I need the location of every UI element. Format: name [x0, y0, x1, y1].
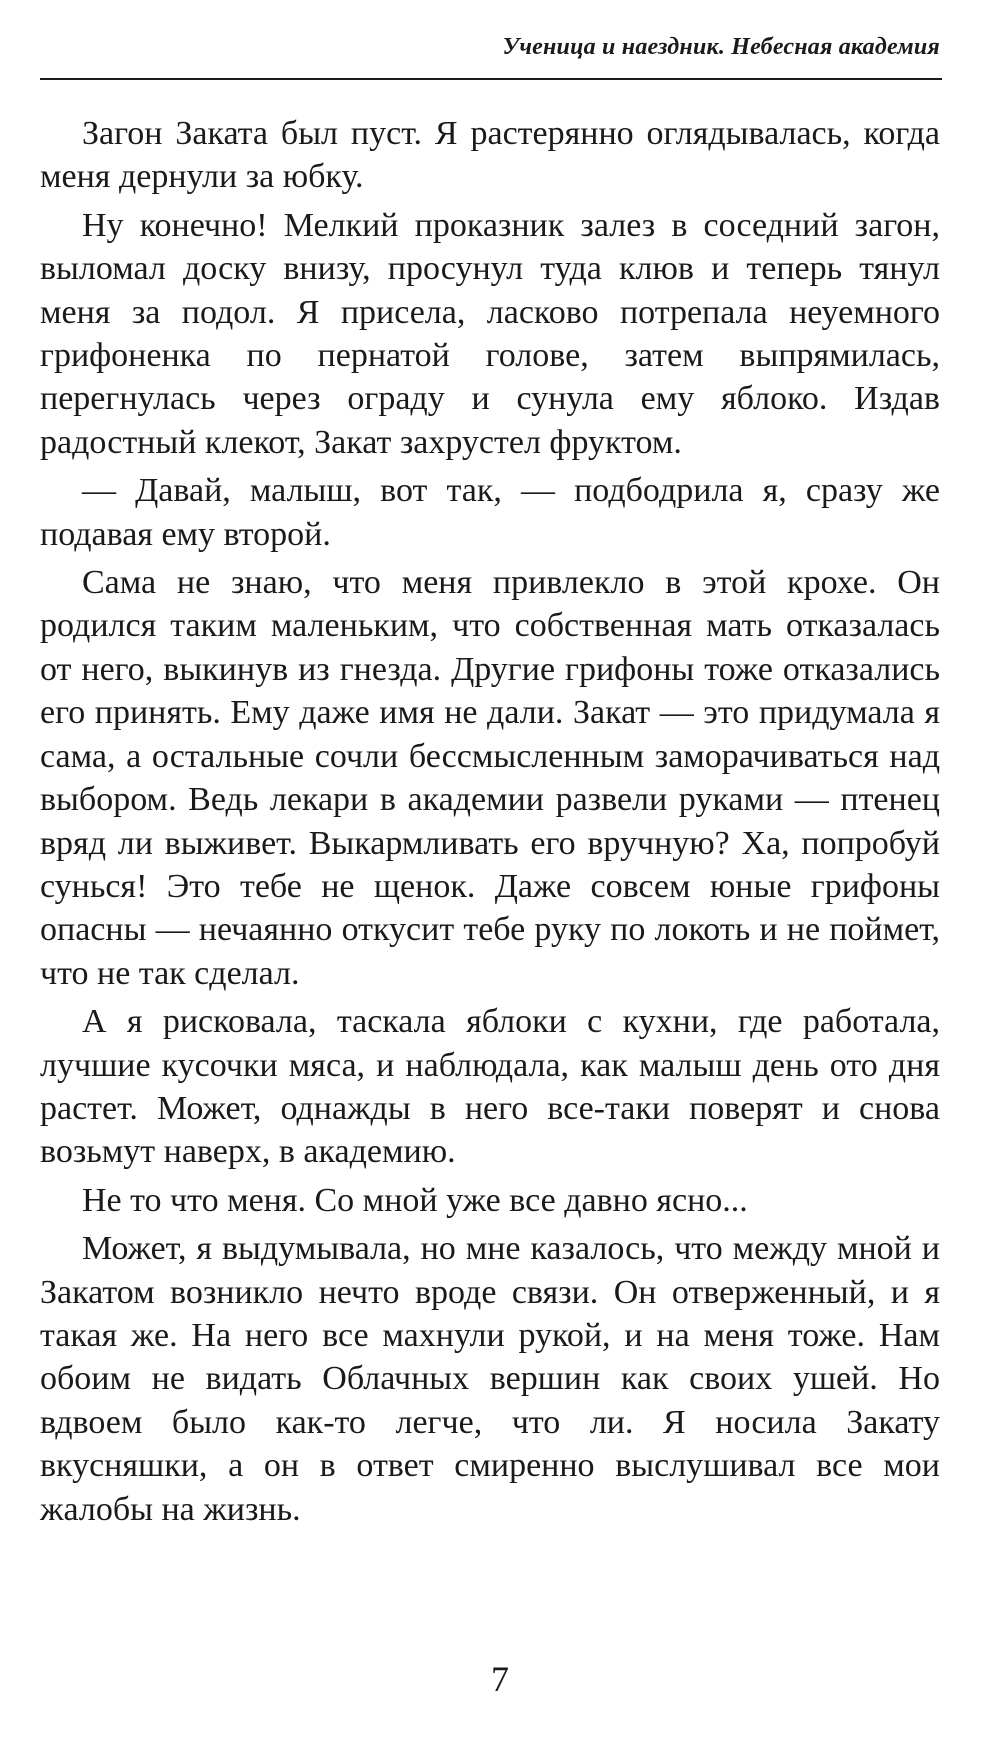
header-rule — [40, 78, 942, 80]
paragraph: Сама не знаю, что меня привлекло в этой крохе. Он родился таким маленьким, что собственная мать отказалась от него, выкинув из гнезда. Другие грифоны тоже отказались его принять. Ему даже имя не дали. Закат — это придумала я сама, а остальные сочли бессмысленным заморачиваться над выбором. Ведь лекари в академии развели руками — птенец вряд ли выживет. Выкармливать его вручную? Ха, попробуй сунься! Это тебе не щенок. Даже совсем юные грифоны опасны — нечаянно откусит тебе руку по локоть и не поймет, что не так сделал. — [40, 564, 940, 992]
paragraph: Загон Заката был пуст. Я растерянно оглядывалась, когда меня дернули за юбку. — [40, 115, 940, 196]
paragraph: Может, я выдумывала, но мне казалось, что между мной и Закатом возникло нечто вроде связи. Он отверженный, и я такая же. На него все махнули рукой, и на меня тоже. Нам обоим не видать Облачных вершин как своих ушей. Но вдвоем было как-то легче, что ли. Я носила Закату вкусняшки, а он в ответ смиренно выслушивал все мои жалобы на жизнь. — [40, 1230, 940, 1528]
paragraph: — Давай, малыш, вот так, — подбодрила я, сразу же подавая ему второй. — [40, 472, 940, 553]
paragraph: Ну конечно! Мелкий проказник залез в соседний загон, выломал доску внизу, просунул туда клюв и теперь тянул меня за подол. Я присела, ласково потрепала неуемного грифоненка по пернатой голове, затем выпрямилась, перегнулась через ограду и сунула ему яблоко. Издав радостный клекот, Закат захрустел фруктом. — [40, 206, 940, 461]
page-number: 7 — [491, 1659, 509, 1699]
paragraph: А я рисковала, таскала яблоки с кухни, где работала, лучшие кусочки мяса, и наблюдала, как малыш день ото дня растет. Может, однажды в него все-таки поверят и снова возьмут наверх, в академию. — [40, 1003, 940, 1171]
body-text — [40, 112, 940, 1536]
running-title: Ученица и наездник. Небесная академия — [502, 34, 940, 60]
paragraph: Не то что меня. Со мной уже все давно ясно... — [82, 1181, 748, 1219]
